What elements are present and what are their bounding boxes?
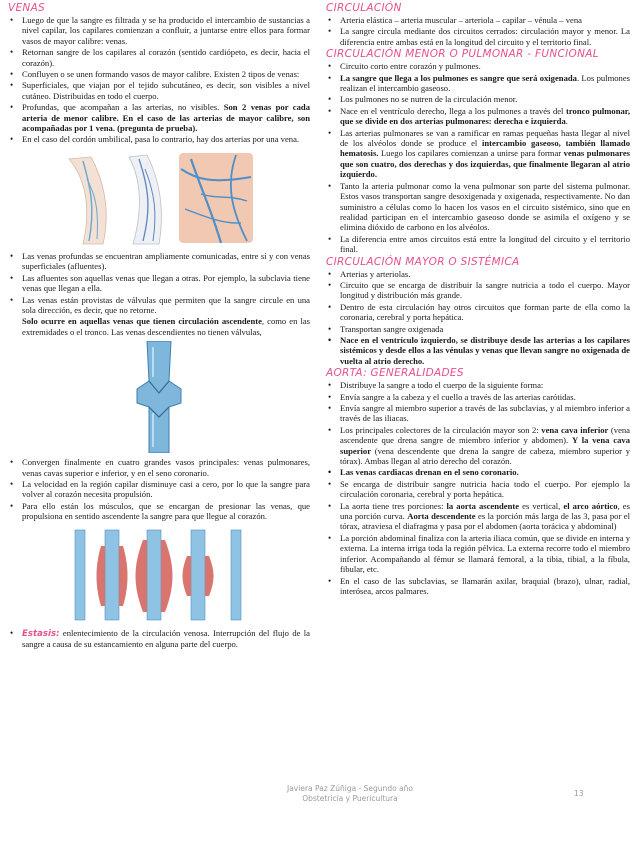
section-heading-venas: VENAS [8, 2, 46, 14]
text: Las arterias pulmonares se van a ramificar en ramas pequeñas hasta llegar al nivel de los alvéolos donde se produce el [340, 127, 630, 149]
page-number: 13 [574, 789, 584, 798]
text: es vertical, [519, 500, 564, 511]
list-item: • La diferencia entre amos circuitos está entre la longitud del circuito y el territorio final. [326, 234, 630, 255]
bold-text: La sangre que llega a los pulmones es sangre que será oxigenada [340, 72, 577, 83]
list-item [8, 628, 310, 650]
list-item: • Confluyen o se unen formando vasos de mayor calibre. Existen 2 tipos de venas: [8, 69, 310, 79]
venas-list [8, 15, 310, 145]
text: es la porción más larga de las 3, pasa por el tórax, atraviesa el diafragma y pasa por el abdomen (aorta torácica y abdominal) [340, 511, 630, 532]
text: Profundas, que acompañan a las arterias, no visibles. [22, 102, 224, 113]
text: . [565, 116, 568, 127]
list-item: • Tanto la arteria pulmonar como la vena pulmonar son parte del sistema pulmonar. Estos vasos transportan sangre desoxigenada y oxigenada, respectivamente. No dan suministro a células como lo hacen los vasos en el circuito sistémico, sino que en realidad participan en el intercambio gaseoso donde se asimila el oxígeno y se elimina dióxido de carbono en los alvéolos. [326, 181, 630, 233]
aorta-list [326, 380, 630, 596]
right-column [326, 2, 630, 597]
text: (vena descendente que drena la sangre de cabeza, miembro superior y tórax). Ambas llegan al atrio derecho del corazón. [340, 445, 630, 467]
list-item: • Dentro de esta circulación hay otros circuitos que forman parte de ella como la coronaria, cerebral y porta hepática. [326, 302, 630, 323]
list-item: • Las afluentes son aquellas venas que llegan a otras. Por ejemplo, la subclavia tiene venas que llegan a ella. [8, 273, 310, 294]
list-item: • Circuito que se encarga de distribuir la sangre nutricia a todo el cuerpo. Mayor longitud y distribución más grande. [326, 280, 630, 301]
bold-text: Aorta descendente [407, 511, 476, 522]
left-column [8, 2, 310, 650]
text: enlentecimiento de la circulación venosa. Interrupción del flujo de la sangre a causa de su estancamiento en alguna parte del cuerpo. [22, 627, 310, 649]
list-item: • Envía sangre al miembro superior a través de las subclavias, y al miembro inferior a través de las iliacas. [326, 403, 630, 424]
text: Luego los capilares comienzan a unirse para formar [378, 148, 564, 159]
bold-text: tronco pulmonar, que se divide en dos arterias pulmonares: derecha e izquierda [340, 105, 630, 127]
text: , es una porción curva. [340, 500, 630, 522]
text: La aorta tiene tres porciones: [340, 500, 447, 511]
list-item: • Superficiales, que viajan por el tejido subcutáneo, es decir, son visibles a nivel cutáneo. Distribuidas en todo el cuerpo. [8, 80, 310, 101]
muscle-pump-illustration [71, 526, 247, 624]
bold-text: Solo ocurre en aquellas venas que tienen circulación ascendente [22, 316, 262, 327]
estasis-label: Estasis: [22, 628, 60, 639]
list-item: • En el caso del cordón umbilical, pasa lo contrario, hay dos arterias por una vena. [8, 134, 310, 144]
list-item [326, 425, 630, 467]
text: . Los pulmones realizan el intercambio gaseoso. [340, 72, 631, 94]
list-item: • En el caso de las subclavias, se llamarán axilar, braquial (brazo), ulnar, radial, interósea, arcos palmares. [326, 576, 630, 597]
list-item: • Arteria elástica – arteria muscular – arteriola – capilar – vénula – vena [326, 15, 630, 25]
text: , como en las extremidades o el tronco. Las venas descendientes no tienen válvulas, [22, 316, 310, 337]
bold-text: el arco aórtico [563, 500, 618, 511]
list-item: • Las venas profundas se encuentran ampliamente comunicadas, entre sí y con venas superficiales (afluentes). [8, 251, 310, 272]
list-item: • La velocidad en la región capilar disminuye casi a cero, por lo que la sangre para volver al corazón necesita propulsión. [8, 479, 310, 500]
circulacion-menor-list [326, 61, 630, 254]
venas-list-2 [8, 251, 310, 337]
list-item: • Los pulmones no se nutren de la circulación menor. [326, 94, 630, 104]
list-item [8, 102, 310, 133]
bold-text: intercambio gaseoso, también llamado hematosis. [340, 138, 630, 159]
list-item: • Transportan sangre oxigenada [326, 324, 630, 334]
list-item: • Para ello están los músculos, que se encargan de presionar las venas, que propulsiona en sentido ascendente la sangre para que llegue al corazón. [8, 501, 310, 522]
bold-text: vena cava inferior [541, 424, 609, 435]
bold-text: venas pulmonares que son cuatro, dos derechas y dos izquierdas, que finalmente llegaran al atrio izquierdo. [340, 148, 630, 180]
footer-author: Javiera Paz Zúñiga - Segundo año [287, 784, 413, 793]
list-item: • Las venas están provistas de válvulas que permiten que la sangre circule en una sola dirección, es decir, que no retorne. [8, 295, 310, 316]
page-footer [250, 784, 450, 803]
section-heading-circulacion-menor: CIRCULACIÓN MENOR O PULMONAR - FUNCIONAL [326, 48, 599, 61]
list-item: • Nace en el ventrículo izquierdo, se distribuye desde las arterias a los capilares sistémicos y desde ellos a las vénulas y venas que llevan sangre no oxigenada de vuelta al atrio derecho. [326, 335, 630, 366]
section-heading-circulacion-mayor: CIRCULACIÓN MAYOR O SISTÉMICA [326, 255, 520, 268]
list-item [8, 316, 310, 337]
circulacion-list [326, 15, 630, 47]
section-heading-aorta: AORTA: GENERALIDADES [326, 367, 464, 380]
list-item: • Circuito corto entre corazón y pulmones. [326, 61, 630, 71]
list-item: • Se encarga de distribuir sangre nutricia hacia todo el cuerpo. Por ejemplo la circulación coronaria, cerebral y porta hepática. [326, 479, 630, 500]
list-item [326, 106, 630, 127]
list-item: • Distribuye la sangre a todo el cuerpo de la siguiente forma: [326, 380, 630, 390]
list-item: • Arterias y arteriolas. [326, 269, 630, 279]
list-item: • Envía sangre a la cabeza y el cuello a través de las arterias carótidas. [326, 392, 630, 402]
list-item [326, 128, 630, 180]
bold-text: la aorta ascendente [446, 500, 520, 511]
veins-illustration [61, 149, 257, 247]
list-item: • Retornan sangre de los capilares al corazón (sentido cardiópeto, es decir, hacia el corazón). [8, 47, 310, 68]
list-item [326, 501, 630, 532]
list-item: • Luego de que la sangre es filtrada y se ha producido el intercambio de sustancias a nivel capilar, los capilares comienzan a confluir, a juntarse entre ellos para formar vasos de mayor calibre: venas. [8, 15, 310, 46]
circulacion-mayor-list [326, 269, 630, 367]
text: Los principales colectores de la circulación mayor son 2: [340, 424, 542, 435]
bold-text: Son 2 venas por cada arteria de menor calibre. En el caso de las arterias de mayor calibre, son acompañadas por 1 vena. (pregunta de prueba). [22, 102, 310, 134]
list-item: • Convergen finalmente en cuatro grandes vasos principales: venas pulmonares, venas cavas superior e inferior, y en el seno coronario. [8, 457, 310, 478]
text: Nace en el ventrículo derecho, llega a los pulmones a través del [340, 105, 567, 116]
footer-program: Obstetricia y Puericultura [302, 793, 398, 803]
list-item: • La sangre circula mediante dos circuitos cerrados: circulación mayor y menor. La diferencia entre ambas está en la longitud del circuito y el territorio final. [326, 26, 630, 47]
section-heading-circulacion: CIRCULACIÓN [326, 2, 402, 14]
list-item [326, 73, 630, 94]
text: (vena ascendente que drena sangre de miembro inferior y abdomen). [340, 424, 630, 446]
estasis-list [8, 628, 310, 650]
bold-text: Y la vena cava superior [340, 435, 630, 456]
list-item: • Las venas cardiacas drenan en el seno coronario. [326, 467, 630, 477]
vein-valve-illustration [119, 341, 199, 453]
list-item: • La porción abdominal finaliza con la arteria iliaca común, que se divide en interna y externa. La interna irriga toda la región pélvica. La externa recorre todo el miembro inferior. Acompañando al fémur se llamará femoral, a la tibia, tibial, a la fíbula, fibular, etc. [326, 533, 630, 575]
venas-list-3 [8, 457, 310, 521]
